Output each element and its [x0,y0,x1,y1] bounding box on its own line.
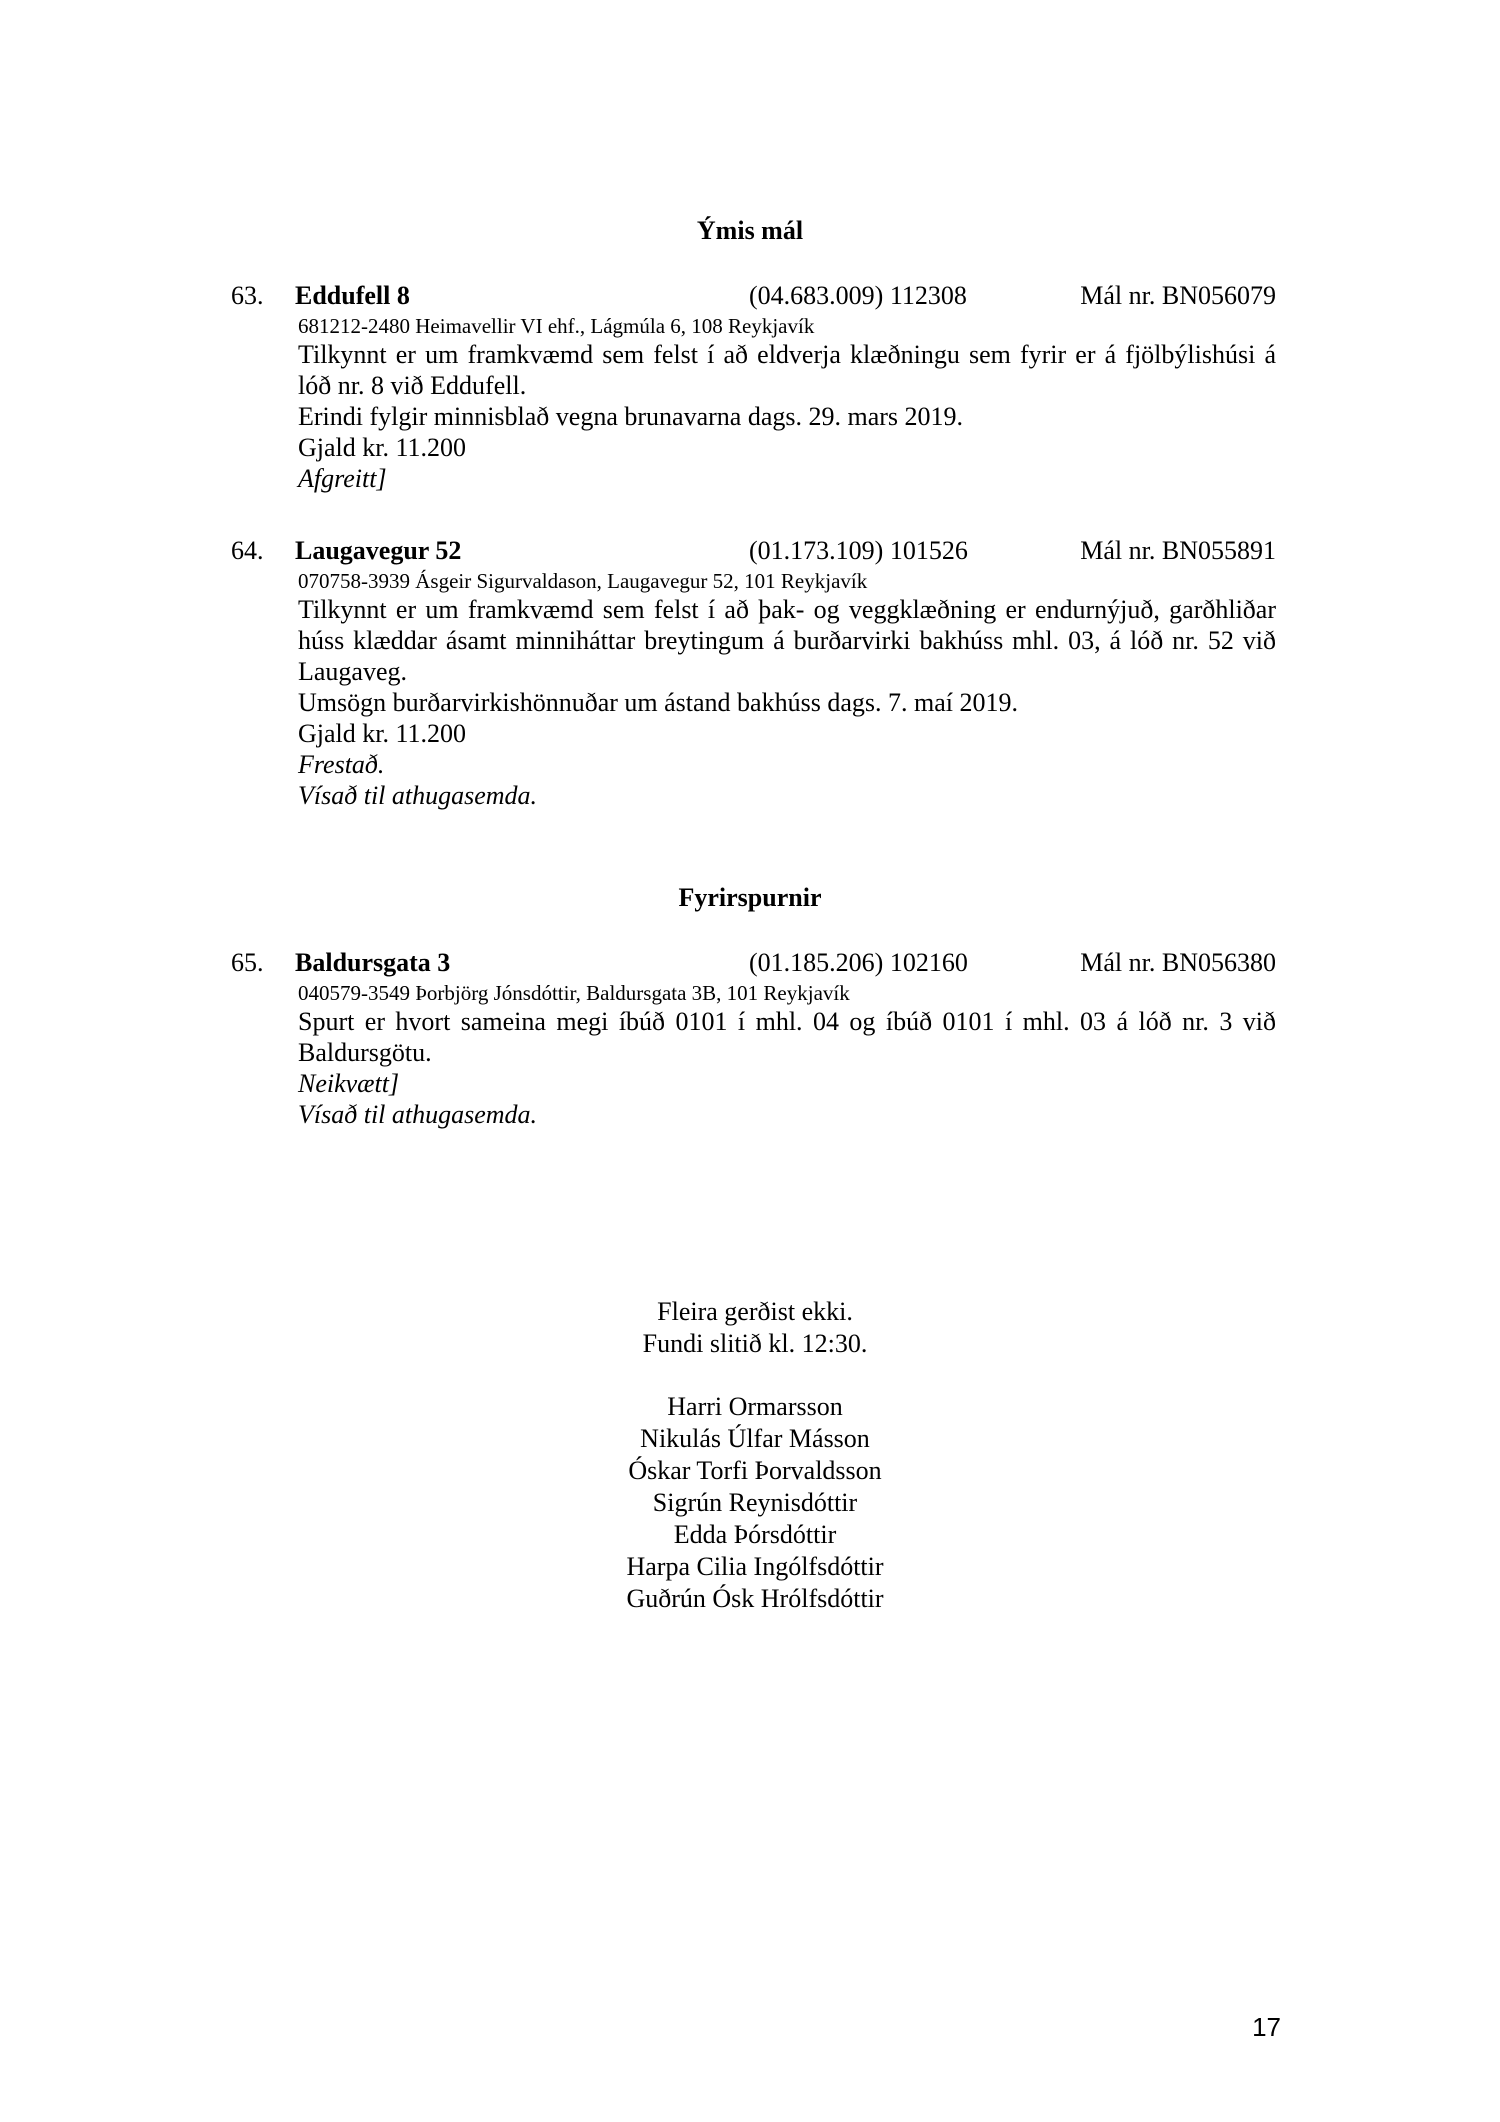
signer-name: Harri Ormarsson [667,1392,843,1421]
case-header [231,534,1276,568]
section-title-fyrirspurnir: Fyrirspurnir [678,883,822,912]
case-header [231,946,1276,980]
case-reference: Mál nr. BN056380 [1080,948,1276,977]
case-item [231,279,1276,494]
case-description: Tilkynnt er um framkvæmd sem felst í að þak- og veggklæðning er endurnýjuð, garðhliðar húss klæddar ásamt minniháttar breytingum á burðarvirki bakhúss mhl. 03, á lóð nr. 52 við Laugaveg. [298,595,1276,686]
case-number: 64. [231,536,264,565]
case-body [298,313,1276,494]
case-address: Eddufell 8 [295,281,410,310]
case-reference: Mál nr. BN055891 [1080,536,1276,565]
closing-line: Fundi slitið kl. 12:30. [642,1329,868,1358]
signer-name: Nikulás Úlfar Másson [640,1424,870,1453]
section-title-ymis-mal: Ýmis mál [696,216,804,245]
case-outcome: Afgreitt] [298,464,387,493]
signer-name: Sigrún Reynisdóttir [652,1488,858,1517]
closing-block [0,1296,1500,1360]
case-item [231,534,1276,811]
case-reference: Mál nr. BN056079 [1080,281,1276,310]
case-fee: Gjald kr. 11.200 [298,433,467,462]
page-number: 17 [1252,2012,1281,2042]
case-number: 63. [231,281,264,310]
signer-name: Harpa Cilia Ingólfsdóttir [626,1552,884,1581]
case-header [231,279,1276,313]
case-land-id: (01.185.206) 102160 [749,948,968,977]
case-applicant: 681212-2480 Heimavellir VI ehf., Lágmúla 6, 108 Reykjavík [298,314,815,338]
signer-list [0,1391,1500,1615]
case-fee: Gjald kr. 11.200 [298,719,467,748]
signer-name: Guðrún Ósk Hrólfsdóttir [626,1584,884,1613]
case-address: Baldursgata 3 [295,948,451,977]
case-description: Tilkynnt er um framkvæmd sem felst í að eldverja klæðningu sem fyrir er á fjölbýlishúsi á lóð nr. 8 við Eddufell. [298,340,1276,400]
case-number: 65. [231,948,264,977]
case-outcome: Neikvætt] [298,1069,400,1098]
case-address: Laugavegur 52 [295,536,462,565]
case-body [298,980,1276,1130]
case-land-id: (04.683.009) 112308 [749,281,967,310]
case-outcome: Vísað til athugasemda. [298,781,538,810]
case-note: Erindi fylgir minnisblað vegna brunavarna dags. 29. mars 2019. [298,402,964,431]
case-note: Umsögn burðarvirkishönnuðar um ástand bakhúss dags. 7. maí 2019. [298,688,1018,717]
case-outcome: Frestað. [298,750,385,779]
closing-line: Fleira gerðist ekki. [657,1297,853,1326]
case-applicant: 040579-3549 Þorbjörg Jónsdóttir, Baldursgata 3B, 101 Reykjavík [298,981,850,1005]
case-body [298,568,1276,811]
case-item [231,946,1276,1130]
signer-name: Edda Þórsdóttir [673,1520,837,1549]
case-description: Spurt er hvort sameina megi íbúð 0101 í mhl. 04 og íbúð 0101 í mhl. 03 á lóð nr. 3 við Baldursgötu. [298,1007,1276,1067]
case-outcome: Vísað til athugasemda. [298,1100,538,1129]
case-land-id: (01.173.109) 101526 [749,536,968,565]
case-applicant: 070758-3939 Ásgeir Sigurvaldason, Laugavegur 52, 101 Reykjavík [298,569,868,593]
signer-name: Óskar Torfi Þorvaldsson [628,1456,882,1485]
